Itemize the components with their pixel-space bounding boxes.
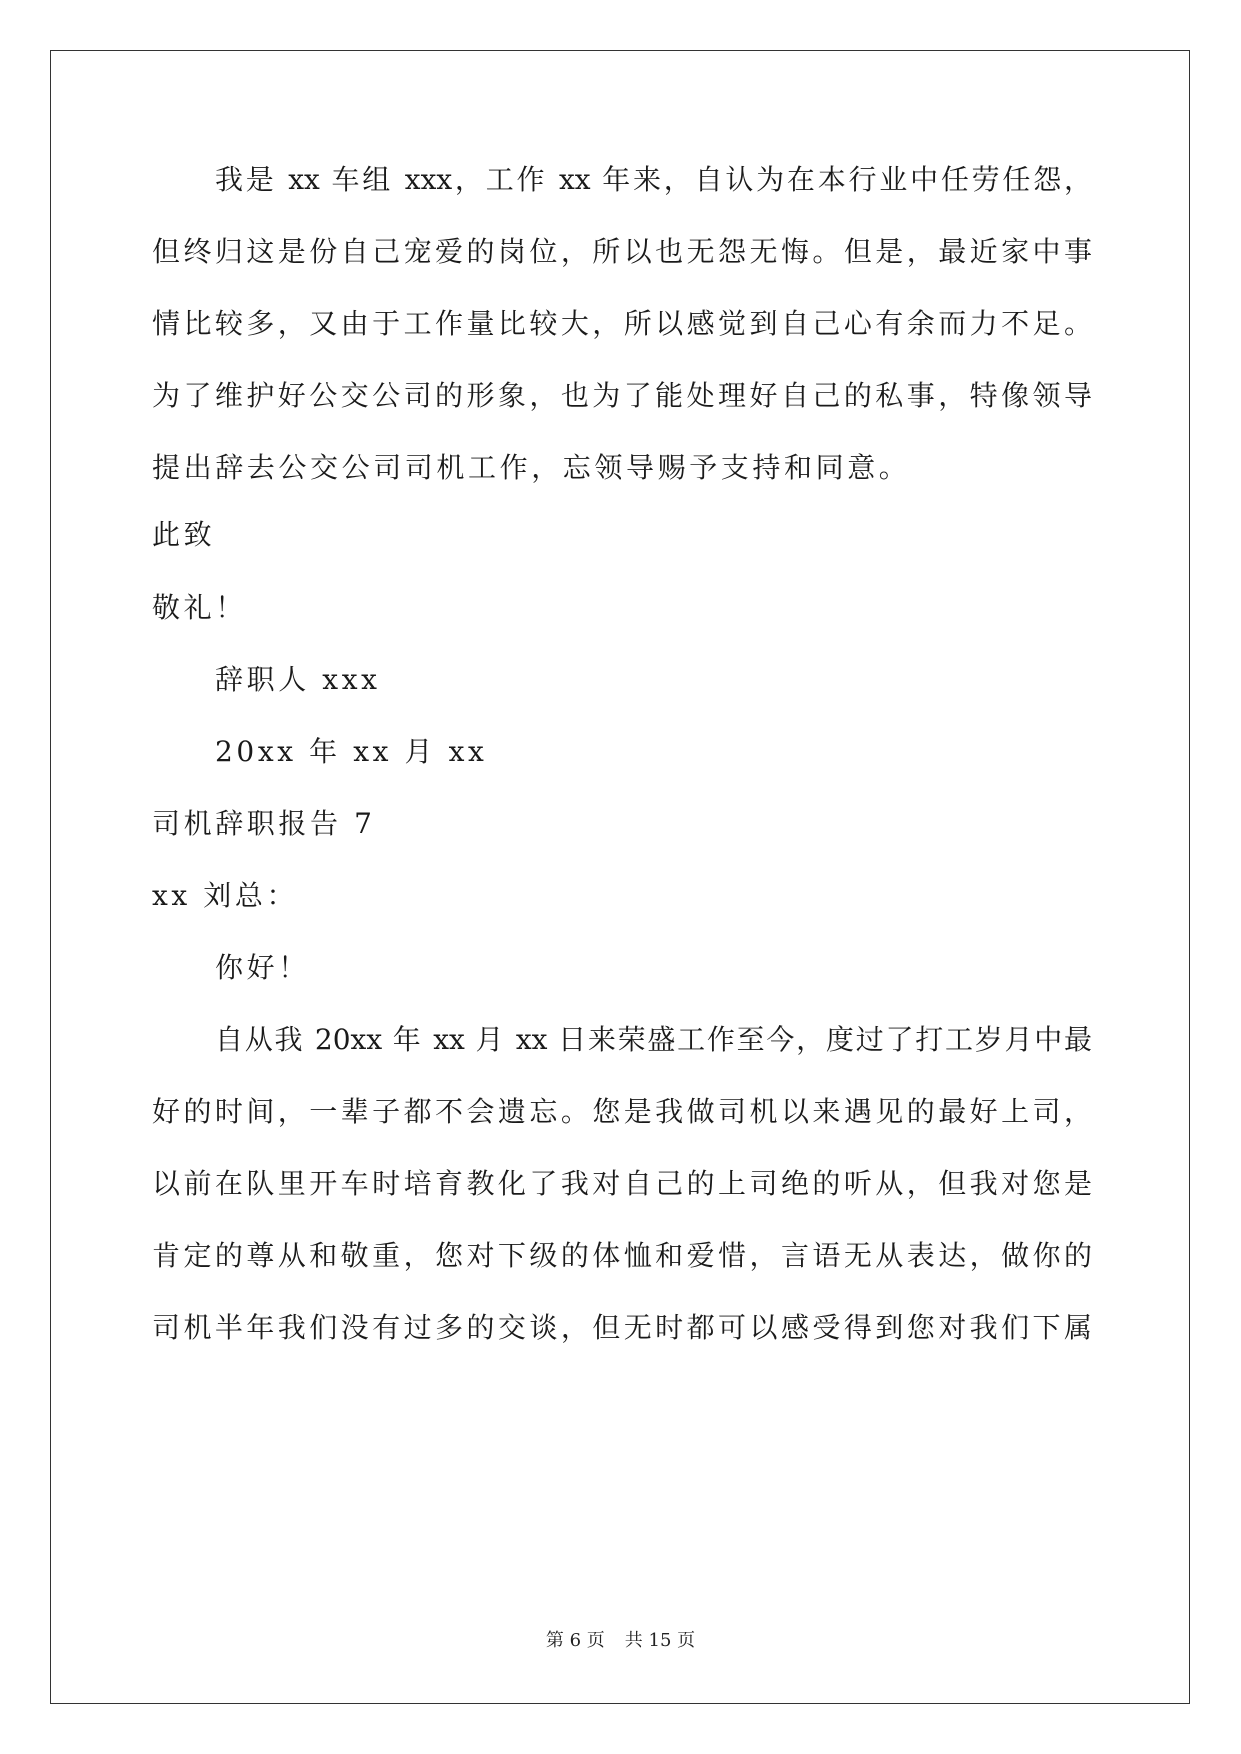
paragraph-line: 提出辞去公交公司司机工作，忘领导赐予支持和同意。 [152,451,911,484]
letter-greeting: 你好！ [215,951,310,984]
section-heading: 司机辞职报告 7 [152,807,376,840]
paragraph-line: 好的时间，一辈子都不会遗忘。您是我做司机以来遇见的最好上司， [152,1095,1092,1128]
paragraph-line: 我是 xx 车组 xxx，工作 xx 年来，自认为在本行业中任劳任怨， [215,163,1092,196]
paragraph-line: 司机半年我们没有过多的交谈，但无时都可以感受得到您对我们下属 [152,1311,1092,1344]
closing-salutation: 此致 [152,518,216,551]
paragraph-line: 自从我 20xx 年 xx 月 xx 日来荣盛工作至今，度过了打工岁月中最 [215,1023,1092,1056]
paragraph-line: 肯定的尊从和敬重，您对下级的体恤和爱惜，言语无从表达，做你的 [152,1239,1092,1272]
page-footer [0,1629,1241,1653]
paragraph-line: 为了维护好公交公司的形象，也为了能处理好自己的私事，特像领导 [152,379,1092,412]
paragraph-line: 以前在队里开车时培育教化了我对自己的上司绝的听从，但我对您是 [152,1167,1092,1200]
letter-addressee: xx 刘总： [152,879,299,912]
current-page-number: 第 6 页 [545,1630,605,1651]
paragraph-line: 情比较多，又由于工作量比较大，所以感觉到自己心有余而力不足。 [152,307,1092,340]
closing-regards: 敬礼！ [152,591,247,624]
total-pages: 共 15 页 [624,1630,696,1651]
signature-name: 辞职人 xxx [215,663,381,696]
paragraph-line: 但终归这是份自己宠爱的岗位，所以也无怨无悔。但是，最近家中事 [152,235,1092,268]
signature-date: 20xx 年 xx 月 xx [215,735,488,768]
